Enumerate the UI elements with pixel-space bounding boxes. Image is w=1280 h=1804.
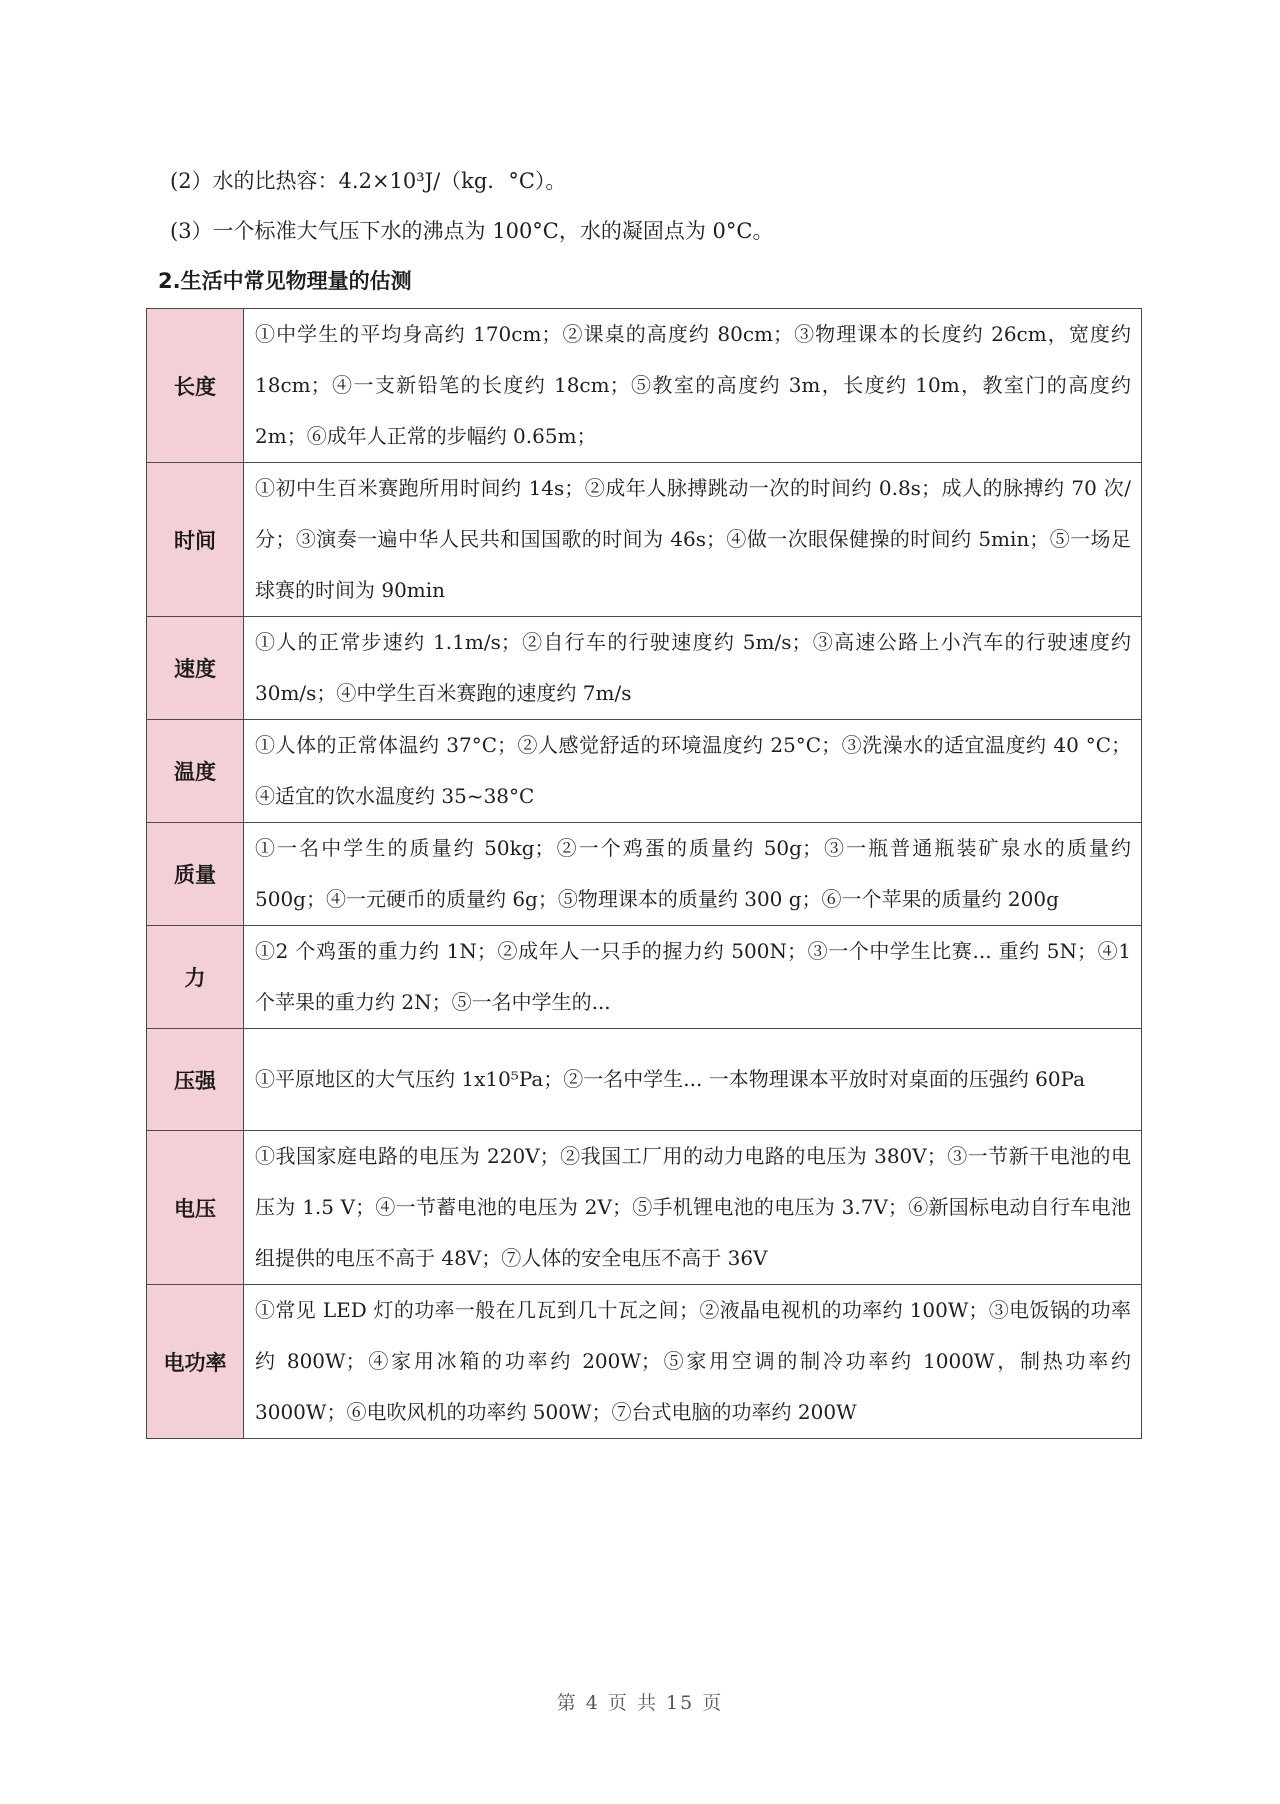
page-footer: 第 4 页 共 15 页 [556,1692,724,1714]
intro-line-specific-heat: (2）水的比热容：4.2×10³J/（kg．°C）。 [170,169,567,193]
table-row [147,823,1142,926]
table-row [147,309,1142,463]
row-description: ①平原地区的大气压约 1x10⁵Pa；②一名中学生... 一本物理课本平放时对桌面的压强约 60Pa [244,1029,1142,1131]
table-row [147,463,1142,617]
intro-line-boiling-point: (3）一个标准大气压下水的沸点为 100°C，水的凝固点为 0°C。 [170,219,774,243]
row-description: ①一名中学生的质量约 50kg；②一个鸡蛋的质量约 50g；③一瓶普通瓶装矿泉水的质量约 500g；④一元硬币的质量约 6g；⑤物理课本的质量约 300 g；⑥一个苹果的质量约 200g [244,823,1142,926]
table-row [147,926,1142,1029]
row-category: 力 [147,926,244,1029]
row-category: 温度 [147,720,244,823]
row-category: 电压 [147,1131,244,1285]
row-category: 质量 [147,823,244,926]
row-description: ①我国家庭电路的电压为 220V；②我国工厂用的动力电路的电压为 380V；③一节新干电池的电压为 1.5 V；④一节蓄电池的电压为 2V；⑤手机锂电池的电压为 3.7V；⑥新国标电动自行车电池组提供的电压不高于 48V；⑦人体的安全电压不高于 36V [244,1131,1142,1285]
row-category: 长度 [147,309,244,463]
row-description: ①2 个鸡蛋的重力约 1N；②成年人一只手的握力约 500N；③一个中学生比赛... 重约 5N；④1 个苹果的重力约 2N；⑤一名中学生的... [244,926,1142,1029]
row-category: 时间 [147,463,244,617]
row-description: ①中学生的平均身高约 170cm；②课桌的高度约 80cm；③物理课本的长度约 26cm，宽度约 18cm；④一支新铅笔的长度约 18cm；⑤教室的高度约 3m，长度约 10m，教室门的高度约 2m；⑥成年人正常的步幅约 0.65m； [244,309,1142,463]
table-row [147,1029,1142,1131]
row-description: ①人的正常步速约 1.1m/s；②自行车的行驶速度约 5m/s；③高速公路上小汽车的行驶速度约 30m/s；④中学生百米赛跑的速度约 7m/s [244,617,1142,720]
table-row [147,1285,1142,1439]
row-description: ①人体的正常体温约 37°C；②人感觉舒适的环境温度约 25°C；③洗澡水的适宜温度约 40 °C；④适宜的饮水温度约 35~38°C [244,720,1142,823]
estimation-table [146,308,1142,1439]
table-row [147,617,1142,720]
row-category: 电功率 [147,1285,244,1439]
row-category: 压强 [147,1029,244,1131]
row-description: ①初中生百米赛跑所用时间约 14s；②成年人脉搏跳动一次的时间约 0.8s；成人的脉搏约 70 次/分；③演奏一遍中华人民共和国国歌的时间为 46s；④做一次眼保健操的时间约 5min；⑤一场足球赛的时间为 90min [244,463,1142,617]
table-row [147,720,1142,823]
table-row [147,1131,1142,1285]
row-description: ①常见 LED 灯的功率一般在几瓦到几十瓦之间；②液晶电视机的功率约 100W；③电饭锅的功率约 800W；④家用冰箱的功率约 200W；⑤家用空调的制冷功率约 1000W，制热功率约 3000W；⑥电吹风机的功率约 500W；⑦台式电脑的功率约 200W [244,1285,1142,1439]
section-heading: 2.生活中常见物理量的估测 [158,269,412,293]
row-category: 速度 [147,617,244,720]
